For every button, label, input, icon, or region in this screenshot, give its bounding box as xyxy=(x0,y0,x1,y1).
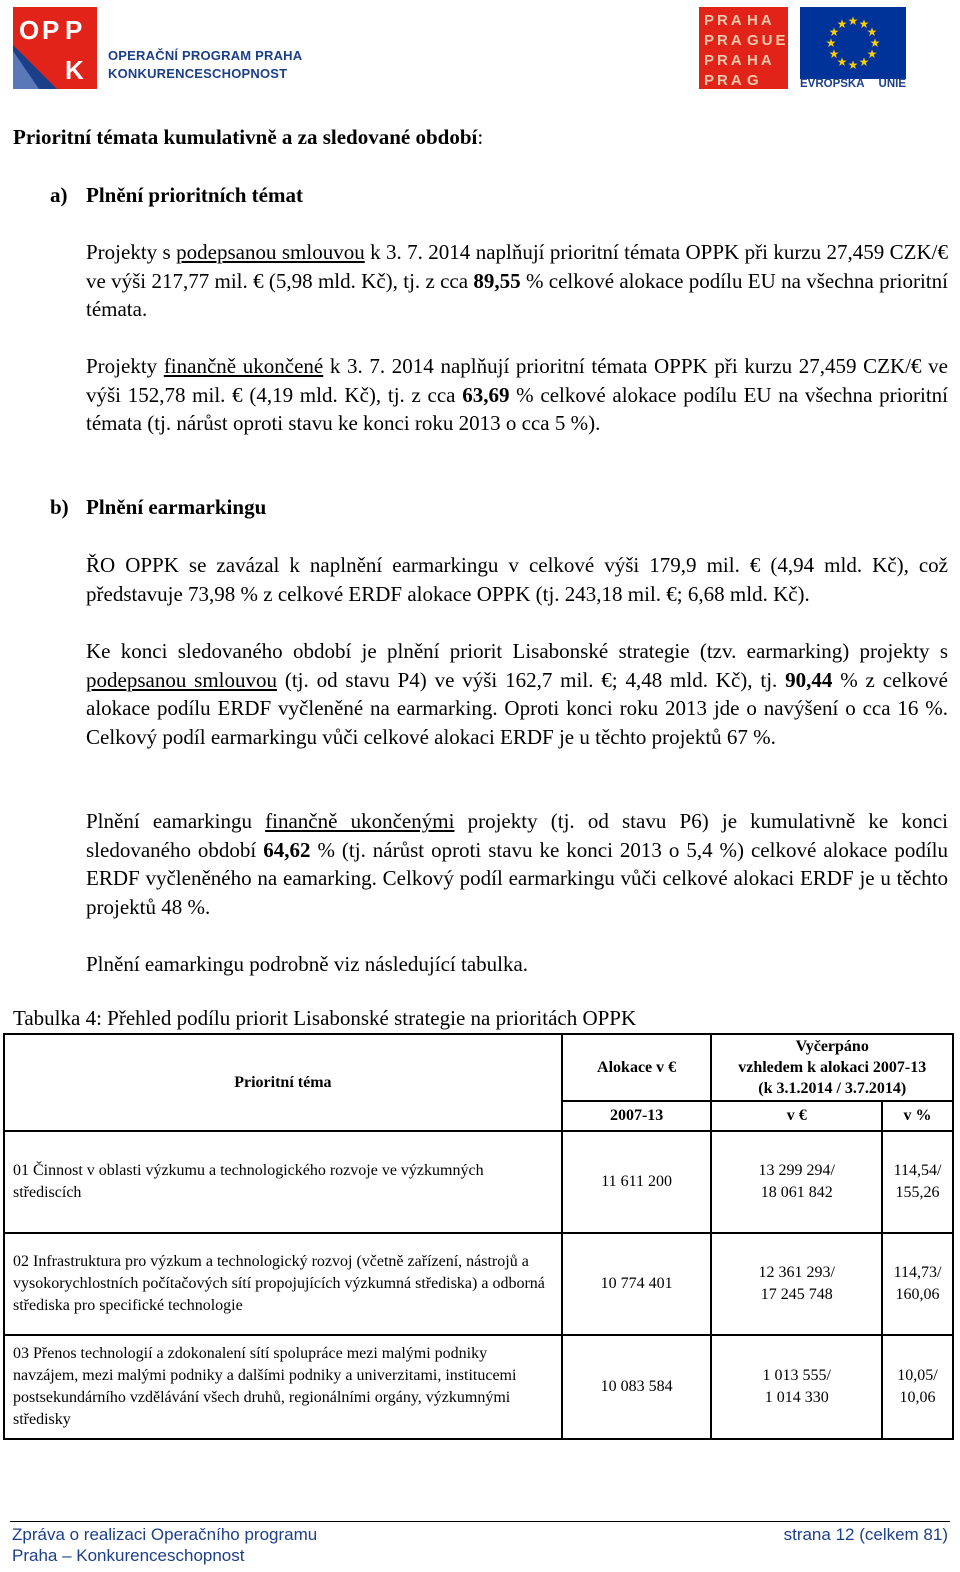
opp-logo-graphic xyxy=(13,7,97,89)
opp-logo-text-line2: KONKURENCESCHOPNOST xyxy=(108,66,288,81)
svg-text:★: ★ xyxy=(847,14,859,28)
eu-flag-graphic xyxy=(800,7,906,79)
paragraph-b1: ŘO OPPK se zavázal k naplnění earmarkingu v celkové výši 179,9 mil. € (4,94 mld. Kč), což představuje 73,98 % z celkové ERDF alokace OPPK (tj. 243,18 mil. €; 6,68 mld. Kč). xyxy=(86,553,948,606)
svg-text:G: G xyxy=(747,72,762,89)
footer-page-number: strana 12 (celkem 81) xyxy=(783,1525,948,1544)
header-drawn: Vyčerpáno vzhledem k alokaci 2007-13 (k 3.1.2014 / 3.7.2014) xyxy=(711,1034,953,1101)
header-alloc: Alokace v € xyxy=(562,1034,712,1101)
opp-logo-letter-1: O xyxy=(19,15,40,45)
svg-text:★: ★ xyxy=(858,55,870,69)
header-alloc-period: 2007-13 xyxy=(562,1101,712,1131)
svg-text:★: ★ xyxy=(836,17,848,31)
subsection-a-label: a) xyxy=(50,183,68,207)
footer-report-title: Zpráva o realizaci Operačního programu Praha – Konkurenceschopnost xyxy=(12,1525,318,1565)
svg-text:★: ★ xyxy=(828,25,840,39)
table-row xyxy=(4,1233,953,1335)
row-pct: 10,05/ 10,06 xyxy=(882,1335,953,1439)
praha-logo xyxy=(699,7,788,89)
row-topic: 02 Infrastruktura pro výzkum a technologický rozvoj (včetně zařízení, nástrojů a vysokorychlostních počítačových sítí propojujících výzkumná střediska) a odborná střediska pro specifické technologie xyxy=(4,1233,562,1335)
praha-logo-graphic xyxy=(699,7,788,89)
opp-logo-letter-4: K xyxy=(65,55,84,85)
svg-text:★: ★ xyxy=(869,36,881,50)
opp-logo-letter-2: P xyxy=(42,15,60,45)
eu-label-right: UNIE xyxy=(878,78,906,90)
row-topic: 03 Přenos technologií a zdokonalení sítí spolupráce mezi malými podniky navzájem, mezi malými podniky a dalšími podniky a univerzitami, institucemi postsekundárního vzdělávání všech druhů, regionálními orgány, výzkumnými středisky xyxy=(4,1335,562,1439)
svg-text:GUE: GUE xyxy=(747,32,788,49)
eu-label xyxy=(800,78,906,90)
subsection-b-label: b) xyxy=(50,495,69,519)
paragraph-b4: Plnění eamarkingu podrobně viz následující tabulka. xyxy=(86,952,529,976)
opp-logo-letter-3: P xyxy=(65,15,83,45)
svg-text:PRA: PRA xyxy=(704,32,745,49)
paragraph-b3: Plnění eamarkingu finančně ukončenými projekty (tj. od stavu P6) je kumulativně ke konci sledovaného období 64,62 % (tj. nárůst oproti stavu ke konci 2013 o 5,4 %) celkové alokace podílu ERDF vyčleněného na eamarking. Celkový podíl earmarkingu vůči celkové alokaci ERDF je u těchto projektů 48 %. xyxy=(86,809,948,919)
svg-text:★: ★ xyxy=(847,58,859,72)
table-row xyxy=(4,1335,953,1439)
eu-label-left: EVROPSKÁ xyxy=(800,78,865,90)
link-financne-ukoncenymi: finančně ukončenými xyxy=(265,809,455,833)
paragraph-a1: Projekty s podepsanou smlouvou k 3. 7. 2014 naplňují prioritní témata OPPK při kurzu 27,459 CZK/€ ve výši 217,77 mil. € (5,98 mld. Kč), tj. z cca 89,55 % celkové alokace podílu EU na všechna prioritní témata. xyxy=(86,240,949,321)
svg-text:★: ★ xyxy=(836,55,848,69)
section-title: Prioritní témata kumulativně a za sledované období: xyxy=(13,125,484,149)
earmarking-table xyxy=(3,1033,954,1440)
footer-divider xyxy=(10,1521,950,1522)
row-alloc: 10 774 401 xyxy=(562,1233,712,1335)
link-financne-ukoncene: finančně ukončené xyxy=(163,354,324,378)
link-podepsanou-smlouvou-2: podepsanou smlouvou xyxy=(86,667,277,692)
svg-text:PRA: PRA xyxy=(704,52,745,69)
svg-text:PRA: PRA xyxy=(704,72,745,89)
opp-logo xyxy=(13,7,97,89)
table-caption: Tabulka 4: Přehled podílu priorit Lisabonské strategie na prioritách OPPK xyxy=(13,1006,637,1030)
opp-logo-text-line1: OPERAČNÍ PROGRAM PRAHA xyxy=(108,48,303,63)
eu-flag xyxy=(800,7,906,79)
row-topic: 01 Činnost v oblasti výzkumu a technologického rozvoje ve výzkumných střediscích xyxy=(4,1131,562,1233)
paragraph-b2: Ke konci sledovaného období je plnění priorit Lisabonské strategie (tzv. earmarking) projekty s podepsanou smlouvou (tj. od stavu P4) ve výši 162,7 mil. €; 4,48 mld. Kč), tj. 90,44 % z celkové alokace podílu ERDF vyčleněné na earmarking. Oproti konci roku 2013 jde o navýšení o cca 16 %. Celkový podíl earmarkingu vůči celkové alokaci ERDF je u těchto projektů 67 %. xyxy=(86,639,948,749)
row-alloc: 10 083 584 xyxy=(562,1335,712,1439)
svg-text:HA: HA xyxy=(747,52,775,69)
subsection-b-title: Plnění earmarkingu xyxy=(86,495,267,519)
header-eur: v € xyxy=(711,1101,882,1131)
svg-text:★: ★ xyxy=(866,47,878,61)
header-topic: Prioritní téma xyxy=(4,1034,562,1131)
row-eur: 1 013 555/ 1 014 330 xyxy=(711,1335,882,1439)
svg-text:★: ★ xyxy=(858,17,870,31)
header-pct: v % xyxy=(882,1101,953,1131)
row-pct: 114,54/ 155,26 xyxy=(882,1131,953,1233)
row-alloc: 11 611 200 xyxy=(562,1131,712,1233)
svg-text:HA: HA xyxy=(747,12,775,29)
row-eur: 13 299 294/ 18 061 842 xyxy=(711,1131,882,1233)
table-row xyxy=(4,1131,953,1233)
row-pct: 114,73/ 160,06 xyxy=(882,1233,953,1335)
link-podepsanou-smlouvou: podepsanou smlouvou xyxy=(176,240,365,264)
row-eur: 12 361 293/ 17 245 748 xyxy=(711,1233,882,1335)
paragraph-a2: Projekty finančně ukončené k 3. 7. 2014 naplňují prioritní témata OPPK při kurzu 27,459 CZK/€ ve výši 152,78 mil. € (4,19 mld. Kč), tj. z cca 63,69 % celkové alokace podílu EU na všechna prioritní témata (tj. nárůst oproti stavu ke konci roku 2013 o cca 5 %). xyxy=(86,354,948,435)
svg-text:★: ★ xyxy=(825,36,837,50)
svg-text:★: ★ xyxy=(828,47,840,61)
svg-text:PRA: PRA xyxy=(704,12,745,29)
opp-logo-text xyxy=(108,47,302,83)
svg-text:★: ★ xyxy=(866,25,878,39)
subsection-a-title: Plnění prioritních témat xyxy=(86,183,303,207)
